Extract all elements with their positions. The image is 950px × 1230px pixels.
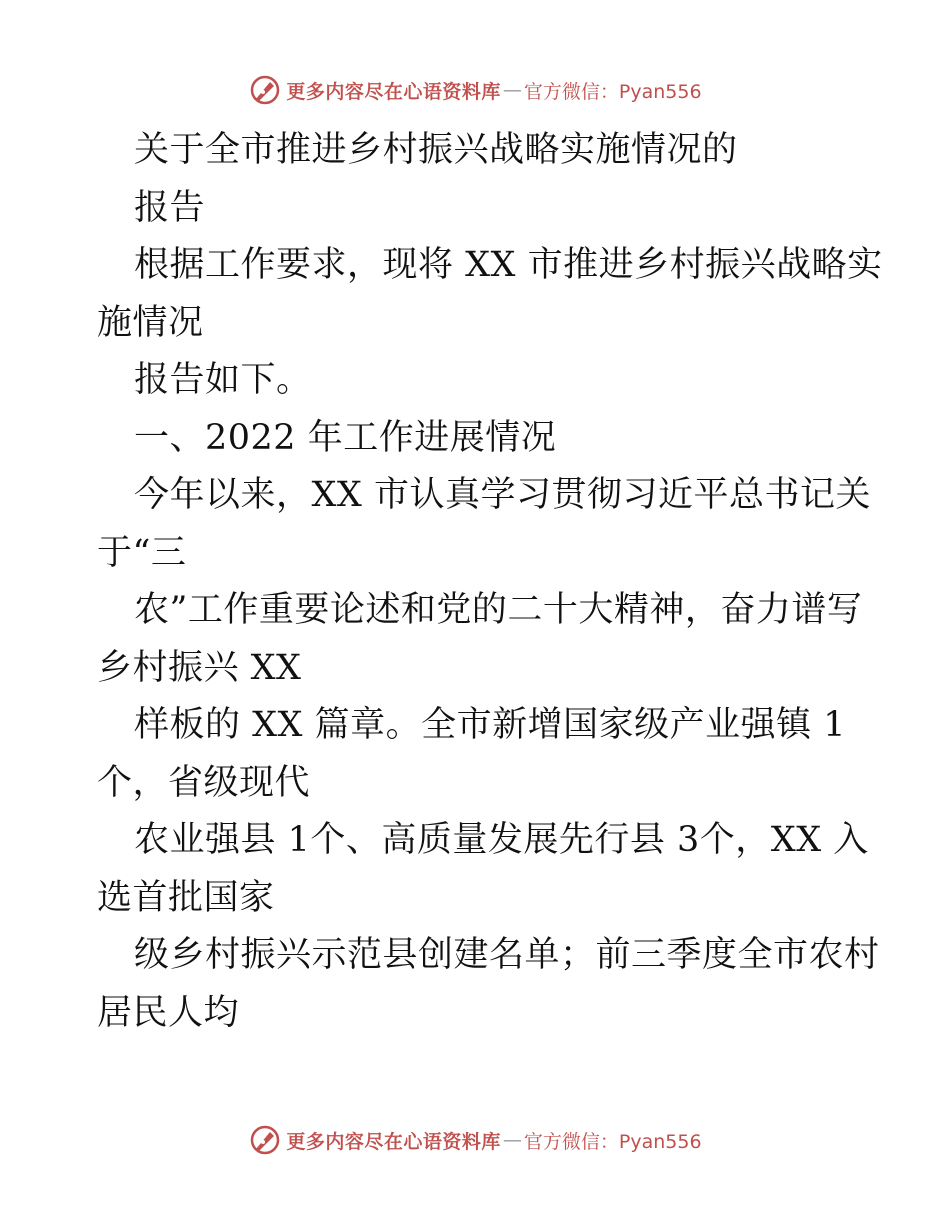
text-line: 样板的 XX 篇章。全市新增国家级产业强镇 1 (134, 705, 846, 745)
text-line: 乡村振兴 XX (97, 647, 302, 688)
text-line: 于“三 (97, 532, 187, 573)
text-line: 关于全市推进乡村振兴战略实施情况的 (134, 130, 738, 170)
header-watermark (0, 70, 950, 110)
text-line: 居民人均 (97, 992, 240, 1033)
text-line: 级乡村振兴示范县创建名单；前三季度全市农村 (134, 935, 880, 975)
text-line: 报告 (134, 187, 206, 228)
pen-nib-logo-icon (248, 73, 282, 107)
text-line: 农”工作重要论述和党的二十大精神，奋力谱写 (134, 590, 863, 630)
text-line: 根据工作要求，现将 XX 市推进乡村振兴战略实 (134, 245, 883, 285)
text-line: 选首批国家 (97, 877, 275, 918)
watermark-text: 更多内容尽在心语资料库 (286, 80, 501, 103)
text-line: 农业强县 1个、高质量发展先行县 3个，XX 入 (134, 820, 869, 860)
watermark-account: 官方微信：Pyan556 (523, 1130, 702, 1153)
watermark-separator: — (502, 1129, 522, 1151)
section-heading: 一、2022 年工作进展情况 (134, 417, 557, 458)
pen-nib-logo-icon (248, 1123, 282, 1157)
text-line: 个，省级现代 (97, 762, 311, 803)
watermark-text: 更多内容尽在心语资料库 (286, 1130, 501, 1153)
watermark-separator: — (502, 79, 522, 101)
text-line: 报告如下。 (134, 360, 312, 400)
watermark-account: 官方微信：Pyan556 (523, 80, 702, 103)
footer-watermark (0, 1120, 950, 1160)
text-line: 今年以来，XX 市认真学习贯彻习近平总书记关 (134, 475, 871, 515)
document-body (97, 122, 883, 1042)
text-line: 施情况 (97, 302, 204, 343)
